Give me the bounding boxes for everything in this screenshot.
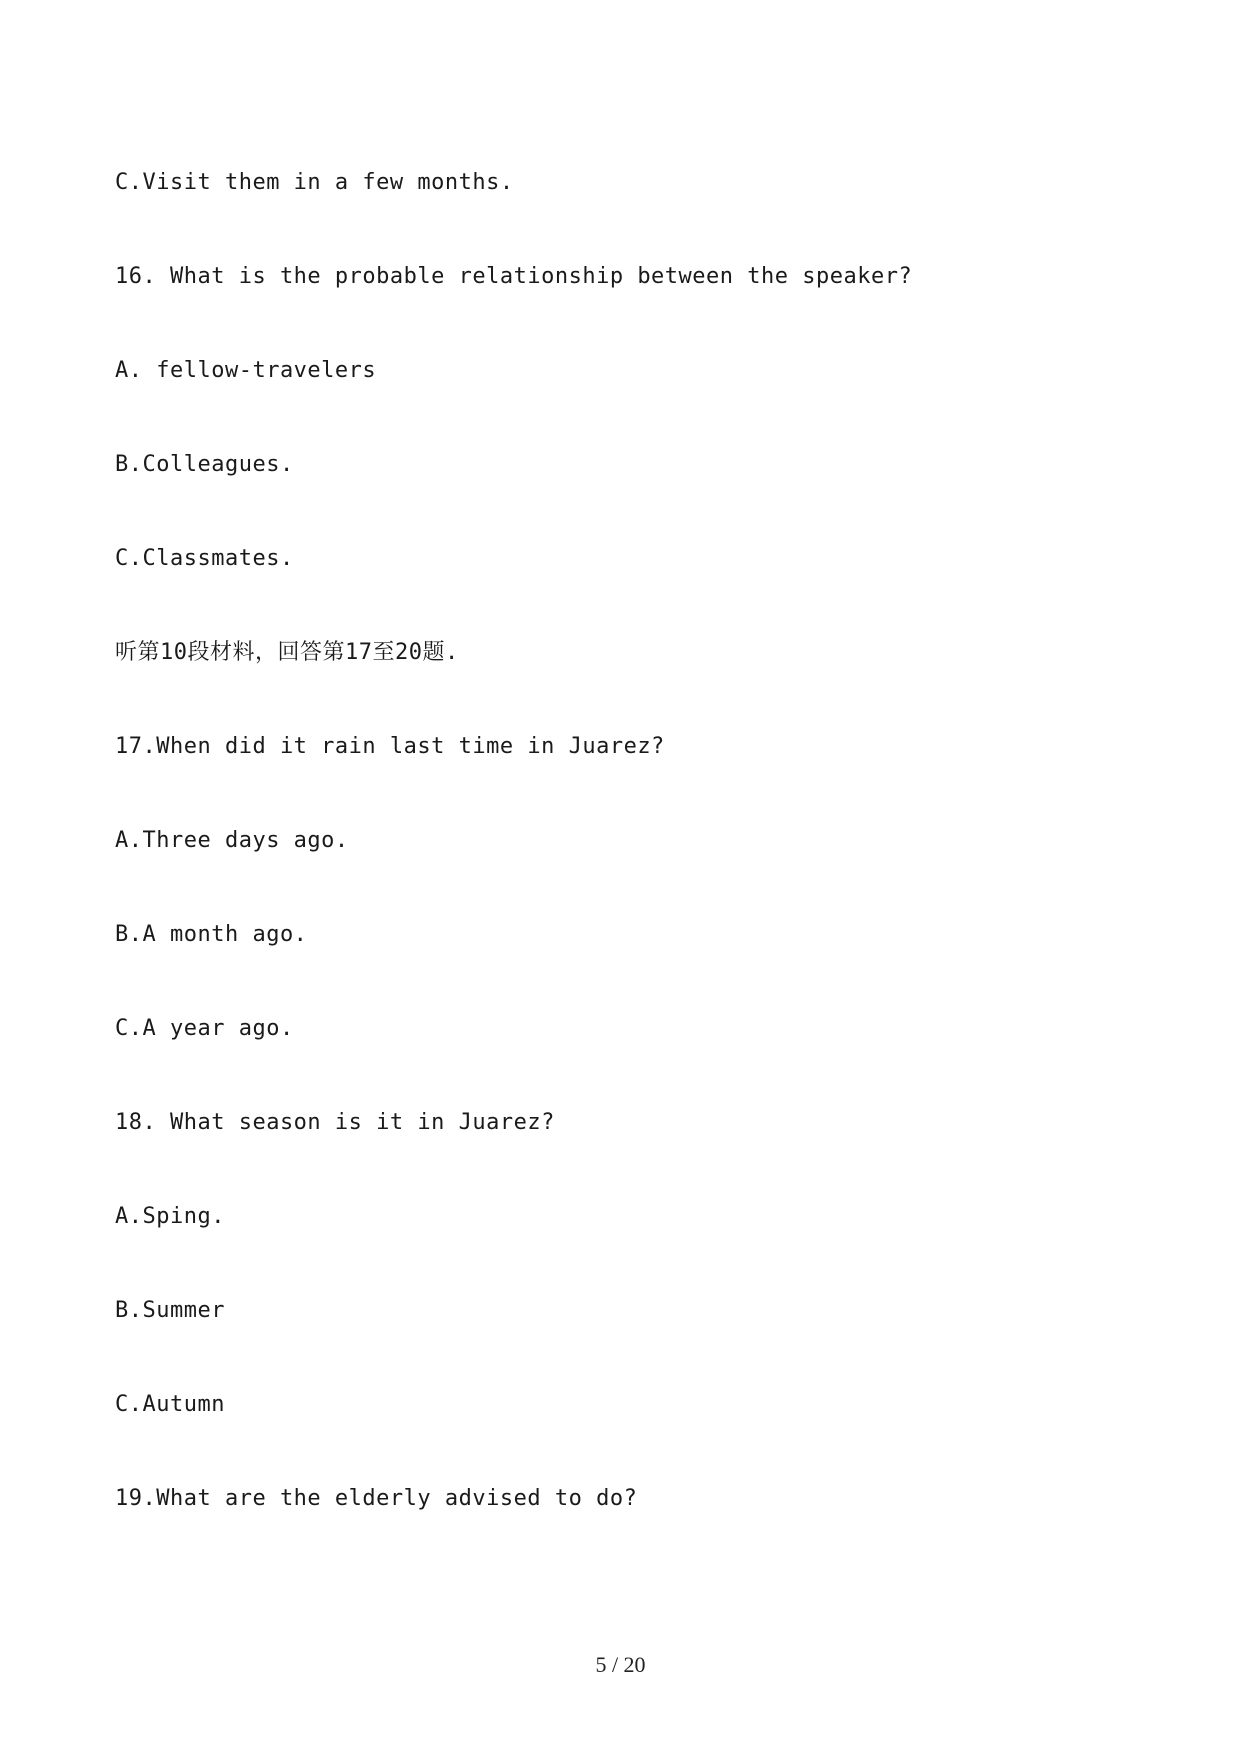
option-c-visit-them: C.Visit them in a few months.	[115, 170, 514, 195]
section-instruction: 听第10段材料，回答第17至20题.	[115, 640, 459, 665]
page-number: 5 / 20	[595, 1652, 646, 1677]
option-b-summer: B.Summer	[115, 1298, 225, 1323]
option-a-three-days-ago: A.Three days ago.	[115, 828, 349, 853]
option-b-colleagues: B.Colleagues.	[115, 452, 294, 477]
option-c-autumn: C.Autumn	[115, 1392, 225, 1417]
question-18: 18. What season is it in Juarez?	[115, 1110, 555, 1135]
question-19: 19.What are the elderly advised to do?	[115, 1486, 638, 1511]
option-c-a-year-ago: C.A year ago.	[115, 1016, 294, 1041]
option-a-spring: A.Sping.	[115, 1204, 225, 1229]
question-16: 16. What is the probable relationship between the speaker?	[115, 264, 913, 289]
option-c-classmates: C.Classmates.	[115, 546, 294, 571]
document-body	[115, 168, 1125, 1578]
option-a-fellow-travelers: A. fellow-travelers	[115, 358, 377, 383]
option-b-a-month-ago: B.A month ago.	[115, 922, 308, 947]
question-17: 17.When did it rain last time in Juarez?	[115, 734, 665, 759]
